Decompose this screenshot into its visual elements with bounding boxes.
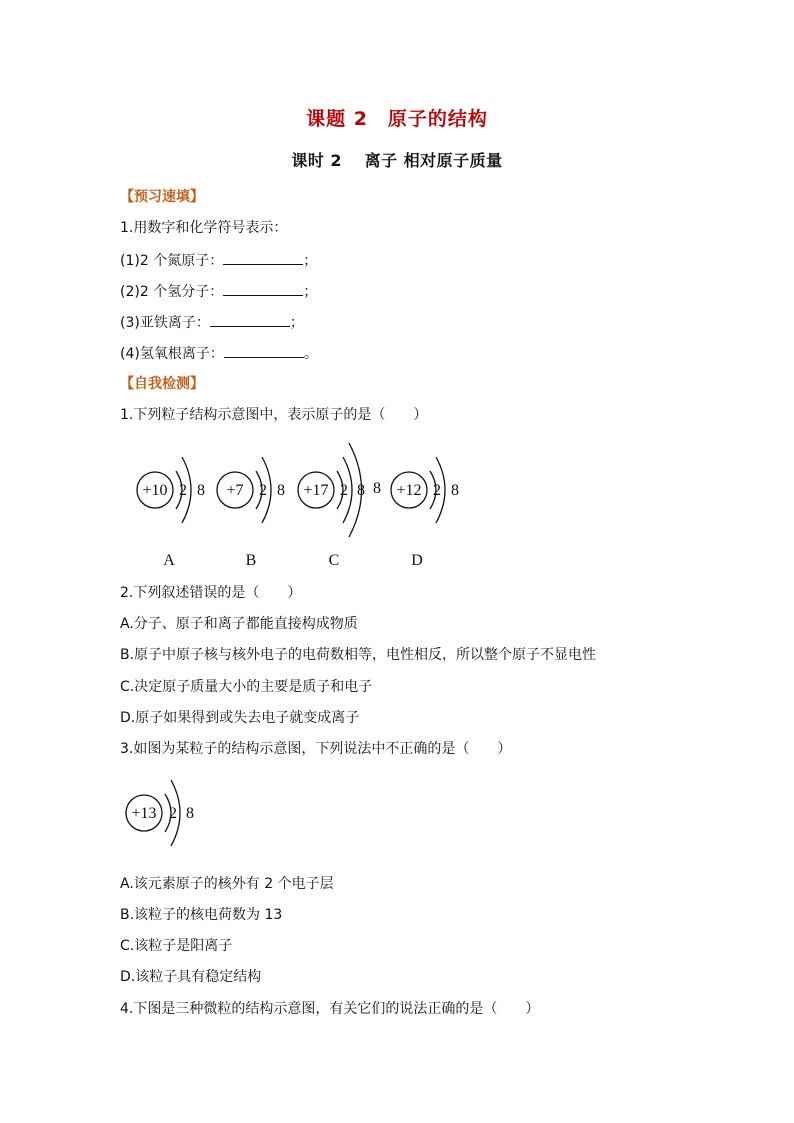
option-label: A — [163, 552, 175, 569]
nucleus-charge: +12 — [396, 482, 422, 499]
section-heading-selfcheck: 【自我检测】 — [120, 376, 204, 392]
option-text: C.决定原子质量大小的主要是质子和电子 — [120, 679, 373, 695]
fill-item-suffix: ； — [303, 284, 318, 300]
answer-blank[interactable] — [224, 343, 304, 358]
fill-item-prefix: (2)2 个氢分子： — [120, 284, 224, 300]
option-text: D.该粒子具有稳定结构 — [120, 969, 262, 985]
option-text: A.该元素原子的核外有 2 个电子层 — [120, 876, 334, 892]
question-stem: 3.如图为某粒子的结构示意图，下列说法中不正确的是（ ） — [120, 741, 512, 757]
fill-item — [120, 281, 317, 301]
option-text: C.该粒子是阳离子 — [120, 938, 233, 954]
nucleus-charge: +13 — [131, 805, 157, 822]
fill-item-suffix: ； — [303, 253, 318, 269]
page-title: 课题 2 原子的结构 — [306, 108, 488, 130]
option-label: C — [328, 552, 340, 569]
shell-count: 2 — [433, 482, 441, 499]
shell-count: 2 — [179, 482, 187, 499]
shell-count: 8 — [277, 482, 285, 499]
shell-count: 2 — [340, 482, 348, 499]
shell-count: 8 — [357, 482, 365, 499]
option-label: B — [245, 552, 257, 569]
shell-count: 2 — [169, 805, 177, 822]
fill-item-prefix: (4)氢氧根离子： — [120, 346, 224, 362]
answer-blank[interactable] — [223, 281, 303, 296]
fill-item — [120, 312, 304, 332]
shell-count: 2 — [259, 482, 267, 499]
option-text: B.原子中原子核与核外电子的电荷数相等，电性相反，所以整个原子不显电性 — [120, 647, 597, 663]
shell-count: 8 — [451, 482, 459, 499]
fill-item — [120, 343, 318, 363]
fill-item-prefix: (1)2 个氮原子： — [120, 253, 224, 269]
fill-item — [120, 250, 317, 270]
question-stem: 1.用数字和化学符号表示： — [120, 220, 288, 236]
page-subtitle: 课时 2 离子 相对原子质量 — [291, 151, 503, 170]
nucleus-charge: +7 — [226, 482, 244, 499]
question-stem: 4.下图是三种微粒的结构示意图，有关它们的说法正确的是（ ） — [120, 1001, 540, 1017]
option-label: D — [411, 552, 423, 569]
atom-diagram-q3 — [120, 770, 220, 860]
shell-count: 8 — [186, 805, 194, 822]
answer-blank[interactable] — [223, 250, 303, 265]
question-stem: 2.下列叙述错误的是（ ） — [120, 585, 302, 601]
nucleus-charge: +17 — [303, 482, 329, 499]
question-stem: 1.下列粒子结构示意图中，表示原子的是（ ） — [120, 407, 428, 423]
section-heading-preview: 【预习速填】 — [120, 189, 204, 205]
answer-blank[interactable] — [210, 312, 290, 327]
fill-item-prefix: (3)亚铁离子： — [120, 315, 210, 331]
nucleus-charge: +10 — [142, 482, 168, 499]
shell-count: 8 — [197, 482, 205, 499]
fill-item-suffix: ； — [289, 315, 304, 331]
atom-diagrams-q1 — [120, 435, 480, 575]
option-text: A.分子、原子和离子都能直接构成物质 — [120, 616, 358, 632]
fill-item-suffix: 。 — [303, 346, 318, 362]
option-text: B.该粒子的核电荷数为 13 — [120, 907, 283, 923]
shell-count: 8 — [373, 480, 381, 497]
option-text: D.原子如果得到或失去电子就变成离子 — [120, 710, 360, 726]
